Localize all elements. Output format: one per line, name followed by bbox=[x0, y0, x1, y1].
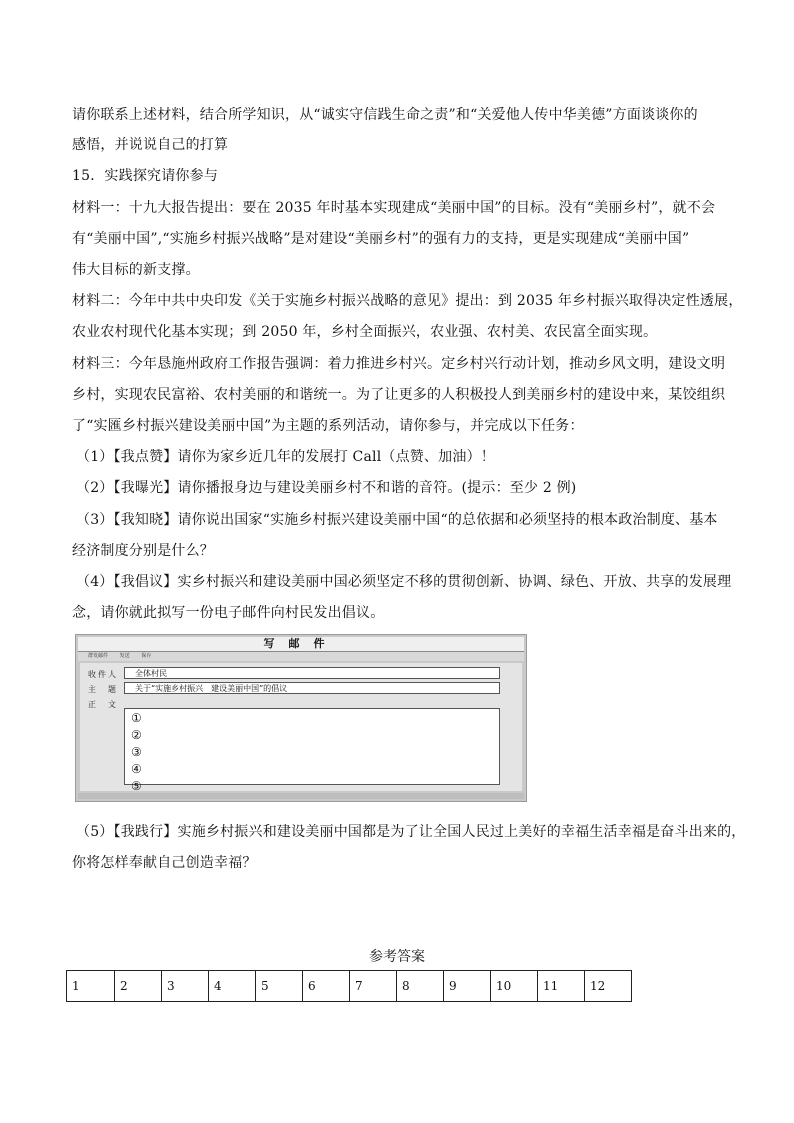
body-item-1: ① bbox=[131, 711, 142, 725]
subject-label: 主 题 bbox=[88, 685, 118, 694]
material-3-line-3: 了“实匯乡村振兴建设美丽中国”为主题的系列活动，请你参与，并完成以下任务： bbox=[72, 418, 584, 434]
material-3-line-2: 乡村，实现农民富裕、农村美丽的和谐统一。为了让更多的人积极投人到美丽乡村的建设中来，某饺组织 bbox=[72, 387, 726, 403]
material-1-line-1: 材料一：十九大报告提出：要在 2035 年时基本实现建成“美丽中国”的目标。没有“美丽乡村”，就不会 bbox=[72, 200, 716, 216]
answer-title: 参考答案 bbox=[369, 949, 425, 965]
intro-line-1: 请你联系上述材料，结合所学知识，从“诚实守信践生命之责”和“关爱他人传中华美德”方面谈谈你的 bbox=[72, 107, 698, 123]
answer-cell: 2 bbox=[115, 971, 162, 1002]
task-3-line-2: 经济制度分别是什么？ bbox=[72, 543, 214, 559]
email-statusbar bbox=[78, 793, 524, 799]
email-form-image bbox=[75, 634, 527, 802]
intro-line-2: 感悟，并说说自己的打算 bbox=[72, 137, 229, 153]
task-5-line-2: 你将怎样奉献自己创造幸福？ bbox=[72, 855, 257, 871]
answer-cell: 6 bbox=[303, 971, 350, 1002]
answer-cell: 8 bbox=[397, 971, 444, 1002]
task-2: （2）【我曝光】请你播报身边与建设美丽乡村不和谐的音符。(提示：至少 2 例) bbox=[76, 480, 577, 496]
answer-cell: 10 bbox=[491, 971, 538, 1002]
toolbar-item-bulk: 群发邮件 bbox=[88, 653, 109, 659]
answer-table bbox=[66, 970, 632, 1002]
material-1-line-2: 有“美丽中国”,“实施乡村振兴战略”是对建设“美丽乡村”的强有力的支持，更是实现建成“美丽中国” bbox=[72, 231, 690, 247]
body-item-4: ④ bbox=[131, 762, 142, 776]
to-label: 收件人 bbox=[88, 670, 118, 679]
body-field bbox=[124, 708, 500, 793]
material-3-line-1: 材料三：今年恳施州政府工作报告强调：着力推进乡村兴。定乡村兴行动计划，推动乡风文明，建设文明 bbox=[72, 356, 726, 372]
email-toolbar bbox=[78, 652, 524, 661]
answer-cell: 11 bbox=[538, 971, 585, 1002]
toolbar-item-send: 发送 bbox=[119, 653, 130, 659]
answer-cell: 1 bbox=[67, 971, 115, 1002]
toolbar-item-save: 保存 bbox=[141, 653, 152, 659]
email-panel bbox=[80, 663, 522, 791]
body-item-5: ⑤ bbox=[131, 779, 142, 793]
table-row bbox=[67, 971, 632, 1002]
answer-cell: 7 bbox=[350, 971, 397, 1002]
answer-cell: 5 bbox=[256, 971, 303, 1002]
question-15-title: 15．实践探究请你参与 bbox=[72, 168, 219, 184]
answer-cell: 3 bbox=[162, 971, 209, 1002]
answer-cell: 4 bbox=[209, 971, 256, 1002]
task-1: （1）【我点赞】请你为家乡近几年的发展打 Call（点赞、加油）！ bbox=[76, 449, 495, 465]
task-4-line-2: 念，请你就此拟写一份电子邮件向村民发出倡议。 bbox=[72, 605, 385, 621]
body-item-3: ③ bbox=[131, 745, 142, 759]
task-4-line-1: （4）【我倡议】实乡村振兴和建设美丽中国必须坚定不移的贯彻创新、协调、绿色、开放、共享的发展理 bbox=[76, 574, 732, 590]
email-title: 写邮件 bbox=[78, 637, 524, 652]
material-1-line-3: 伟大目标的新支撑。 bbox=[72, 262, 200, 278]
body-label: 正 文 bbox=[88, 700, 118, 709]
material-2-line-2: 农业农村现代化基本实现；到 2050 年，乡村全面振兴，农业强、农村美、农民富全面实现。 bbox=[72, 324, 658, 340]
to-field: 全体村民 bbox=[124, 667, 500, 679]
body-item-2: ② bbox=[131, 728, 142, 742]
task-3-line-1: （3）【我知晓】请你说出国家“实施乡村振兴建设美丽中国“的总依据和必须坚持的根本政治制度、基本 bbox=[76, 512, 718, 528]
subject-field: 关于“实施乡村振兴 建设美丽中国”的倡议 bbox=[124, 682, 500, 694]
answer-cell: 9 bbox=[444, 971, 491, 1002]
material-2-line-1: 材料二：今年中共中央印发《关于实施乡村振兴战略的意见》提出：到 2035 年乡村振兴取得决定性透展， bbox=[72, 293, 743, 309]
answer-cell: 12 bbox=[585, 971, 632, 1002]
task-5-line-1: （5）【我践行】实施乡村振兴和建设美丽中国都是为了让全国人民过上美好的幸福生活幸福是奋斗出来的， bbox=[76, 824, 746, 840]
